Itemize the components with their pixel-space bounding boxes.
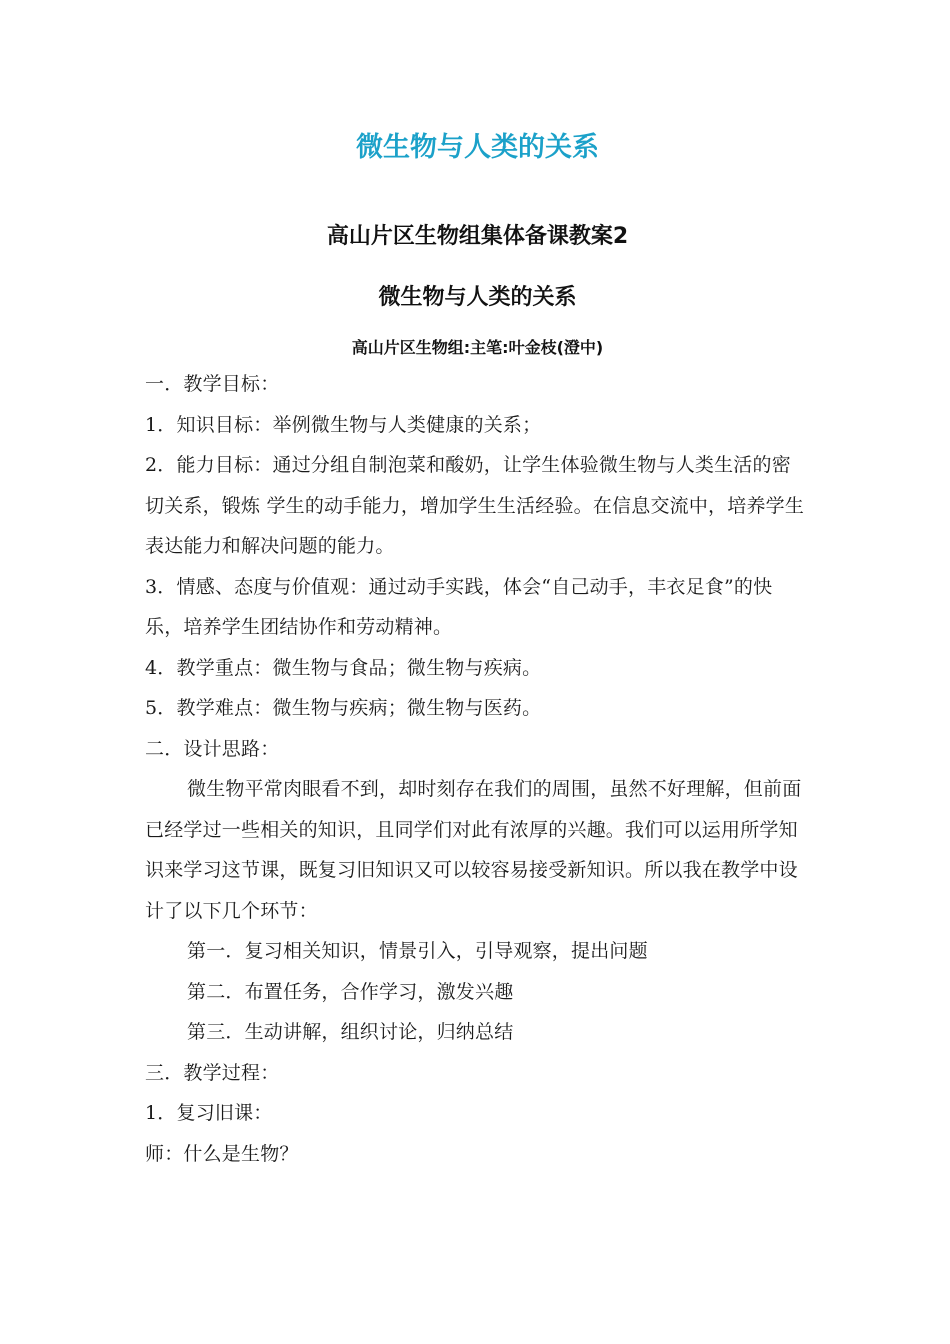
lesson-topic-title: 微生物与人类的关系 — [378, 285, 577, 310]
document-body — [145, 364, 810, 1174]
lesson-plan-title: 高山片区生物组集体备课教案2 — [326, 224, 629, 249]
objective-ability: 2．能力目标：通过分组自制泡菜和酸奶，让学生体验微生物与人类生活的密切关系，锻炼 学生的动手能力，增加学生生活经验。在信息交流中，培养学生表达能力和解决问题的能力。 — [145, 454, 805, 557]
teacher-question: 师：什么是生物？ — [145, 1142, 299, 1165]
section-heading-process: 三．教学过程： — [145, 1061, 280, 1084]
process-review: 1．复习旧课： — [145, 1102, 273, 1124]
design-step-2: 第二．布置任务，合作学习，激发兴趣 — [187, 980, 514, 1003]
section-heading-design: 二．设计思路： — [145, 737, 280, 760]
objective-key-points: 4．教学重点：微生物与食品；微生物与疾病。 — [145, 656, 542, 679]
objective-emotion: 3．情感、态度与价值观：通过动手实践，体会“自己动手，丰衣足食”的快乐，培养学生团结协作和劳动精神。 — [145, 575, 773, 638]
design-step-1: 第一．复习相关知识，情景引入，引导观察，提出问题 — [187, 940, 648, 962]
main-title: 微生物与人类的关系 — [356, 132, 599, 163]
objective-knowledge: 1．知识目标：举例微生物与人类健康的关系； — [145, 413, 542, 436]
design-paragraph: 微生物平常肉眼看不到，却时刻存在我们的周围，虽然不好理解，但前面已经学过一些相关的知识，且同学们对此有浓厚的兴趣。我们可以运用所学知识来学习这节课，既复习旧知识又可以较容易接受新知识。所以我在教学中设计了以下几个环节： — [145, 778, 802, 922]
author-line: 高山片区生物组:主笔:叶金枝(澄中) — [351, 338, 604, 357]
design-step-3: 第三．生动讲解，组织讨论，归纳总结 — [187, 1021, 514, 1043]
objective-difficulties: 5．教学难点：微生物与疾病；微生物与医药。 — [145, 697, 542, 719]
section-heading-objectives: 一．教学目标： — [145, 373, 280, 395]
